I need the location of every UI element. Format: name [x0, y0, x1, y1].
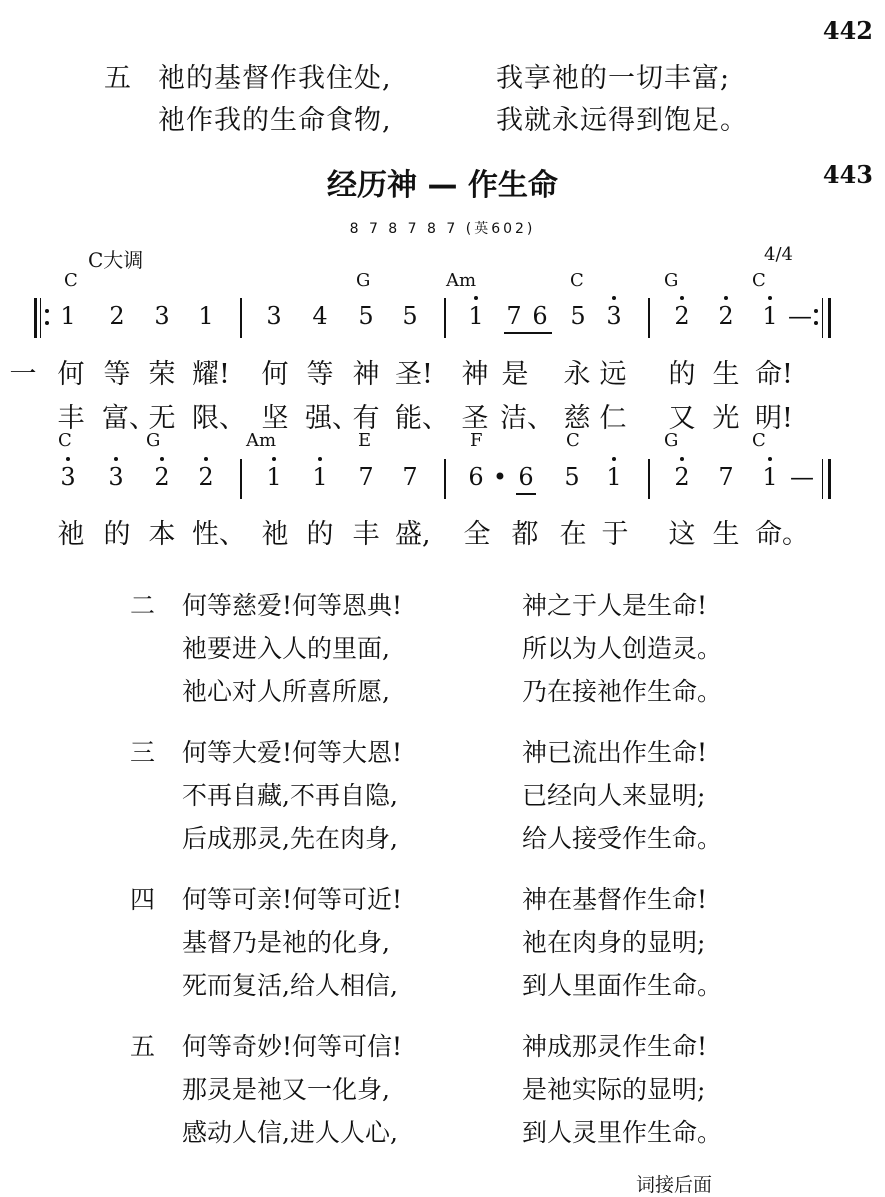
syllable: 无	[148, 403, 176, 434]
note: 5	[358, 302, 374, 330]
repeat-dot	[814, 321, 818, 325]
chord-symbol: G	[146, 430, 161, 451]
verse-line: 基督乃是祂的化身,	[182, 928, 390, 957]
syllable: 永	[563, 359, 591, 390]
verse-line: 死而复活,给人相信,	[182, 971, 398, 1000]
note: 3	[60, 463, 76, 491]
note: 2	[674, 302, 690, 330]
chord-symbol: C	[566, 430, 580, 451]
syllable: 限、	[192, 403, 246, 434]
note: 7	[506, 302, 522, 330]
syllable: 祂	[261, 519, 289, 550]
prev-verse-line: 祂作我的生命食物,	[158, 105, 392, 136]
note: 1	[60, 302, 76, 330]
syllable: 这	[668, 519, 696, 550]
note: 3	[108, 463, 124, 491]
syllable: 慈	[563, 403, 591, 434]
bar-line	[444, 459, 446, 499]
syllable: 坚	[261, 403, 289, 434]
high-octave-dot	[612, 296, 616, 300]
syllable: 都	[511, 519, 539, 550]
syllable: 的	[103, 519, 131, 550]
note: 4	[312, 302, 328, 330]
repeat-bar	[40, 298, 41, 338]
high-octave-dot	[204, 457, 208, 461]
note: 2	[154, 463, 170, 491]
verse-line: 神已流出作生命!	[522, 738, 708, 767]
syllable: 强、	[305, 403, 359, 434]
verse-line: 何等慈爱!何等恩典!	[182, 591, 403, 620]
note: 1	[266, 463, 282, 491]
verse-line: 何等大爱!何等大恩!	[182, 738, 403, 767]
note: 5	[570, 302, 586, 330]
verse-line: 何等可亲!何等可近!	[182, 885, 403, 914]
syllable: 性、	[192, 519, 246, 550]
verse-line: 给人接受作生命。	[522, 824, 723, 853]
syllable: 丰	[57, 403, 85, 434]
syllable: 生	[712, 519, 740, 550]
bar-line	[648, 298, 650, 338]
chord-symbol: F	[470, 430, 483, 451]
syllable: 何	[261, 359, 289, 390]
verse-line: 神成那灵作生命!	[522, 1032, 708, 1061]
verse-line: 乃在接祂作生命。	[522, 677, 723, 706]
prev-verse-line: 我享祂的一切丰富;	[496, 63, 731, 94]
verse-line: 祂要进入人的里面,	[182, 634, 390, 663]
syllable: 有	[352, 403, 380, 434]
chord-symbol: G	[664, 430, 679, 451]
note: 6	[468, 463, 484, 491]
note: 6	[518, 463, 534, 491]
syllable: 圣!	[395, 359, 433, 390]
syllable: 神	[461, 359, 489, 390]
chord-symbol: C	[752, 430, 766, 451]
note: 1	[762, 463, 778, 491]
syllable: 光	[712, 403, 740, 434]
note: 5	[564, 463, 580, 491]
repeat-bar	[828, 298, 831, 338]
note: 3	[154, 302, 170, 330]
high-octave-dot	[768, 457, 772, 461]
syllable: 仁	[599, 403, 627, 434]
syllable: 明!	[755, 403, 793, 434]
note: 1	[468, 302, 484, 330]
dash: —	[788, 302, 812, 330]
note: 1	[198, 302, 214, 330]
verse-line: 那灵是祂又一化身,	[182, 1075, 390, 1104]
syllable: 富、	[102, 403, 156, 434]
syllable: 远	[599, 359, 627, 390]
bar-line	[444, 298, 446, 338]
repeat-bar	[822, 298, 823, 338]
verse-number: 五	[130, 1032, 156, 1061]
prev-hymn-number: 442	[822, 16, 873, 45]
high-octave-dot	[724, 296, 728, 300]
verse-line: 后成那灵,先在肉身,	[182, 824, 398, 853]
chord-symbol: C	[58, 430, 72, 451]
syllable: 命!	[755, 359, 793, 390]
chord-symbol: G	[664, 270, 679, 291]
verse-number: 四	[130, 885, 156, 914]
chord-symbol: C	[570, 270, 584, 291]
syllable: 何	[57, 359, 85, 390]
high-octave-dot	[114, 457, 118, 461]
note: 3	[606, 302, 622, 330]
high-octave-dot	[680, 457, 684, 461]
dotted-rhythm: •	[492, 463, 508, 491]
eighth-underline	[516, 493, 536, 495]
note: 2	[109, 302, 125, 330]
chord-symbol: C	[752, 270, 766, 291]
bar-line	[240, 459, 242, 499]
note: 7	[718, 463, 734, 491]
syllable: 荣	[148, 359, 176, 390]
syllable: 的	[668, 359, 696, 390]
syllable: 又	[668, 403, 696, 434]
high-octave-dot	[66, 457, 70, 461]
verse-line: 不再自藏,不再自隐,	[182, 781, 398, 810]
verse-line: 祂在肉身的显明;	[522, 928, 706, 957]
syllable: 等	[306, 359, 334, 390]
syllable: 命。	[755, 519, 809, 550]
syllable: 盛,	[395, 519, 431, 550]
high-octave-dot	[680, 296, 684, 300]
syllable: 耀!	[192, 359, 230, 390]
high-octave-dot	[318, 457, 322, 461]
note: 5	[402, 302, 418, 330]
note: 2	[198, 463, 214, 491]
syllable: 于	[601, 519, 629, 550]
key-signature: C大调	[88, 248, 144, 272]
verse-line: 所以为人创造灵。	[522, 634, 723, 663]
verse-line: 是祂实际的显明;	[522, 1075, 706, 1104]
high-octave-dot	[272, 457, 276, 461]
syllable: 等	[103, 359, 131, 390]
high-octave-dot	[612, 457, 616, 461]
prev-verse-line: 我就永远得到饱足。	[496, 105, 748, 136]
verse-line: 神之于人是生命!	[522, 591, 708, 620]
syllable: 神	[352, 359, 380, 390]
note: 7	[402, 463, 418, 491]
time-signature: 4/4	[764, 244, 793, 265]
note: 7	[358, 463, 374, 491]
bar-line	[648, 459, 650, 499]
repeat-dot	[814, 309, 818, 313]
verse-line: 祂心对人所喜所愿,	[182, 677, 390, 706]
verse-line: 何等奇妙!何等可信!	[182, 1032, 403, 1061]
prev-verse-number: 五	[104, 63, 132, 94]
syllable: 祂	[57, 519, 85, 550]
note: 3	[266, 302, 282, 330]
note: 1	[312, 463, 328, 491]
syllable: 的	[306, 519, 334, 550]
lyric-line	[0, 352, 885, 388]
repeat-dot	[45, 321, 49, 325]
syllable: 是	[501, 359, 529, 390]
verse-line: 到人里面作生命。	[522, 971, 723, 1000]
syllable: 丰	[352, 519, 380, 550]
syllable: 能、	[395, 403, 449, 434]
note: 2	[718, 302, 734, 330]
prev-verse-line: 祂的基督作我住处,	[158, 63, 392, 94]
verse-number: 一	[9, 359, 37, 390]
bar-line	[240, 298, 242, 338]
verse-number: 三	[130, 738, 156, 767]
syllable: 全	[463, 519, 491, 550]
chord-symbol: Am	[446, 270, 477, 291]
hymn-title: 经历神 — 作生命	[327, 168, 558, 203]
note: 1	[762, 302, 778, 330]
note: 6	[532, 302, 548, 330]
hymn-number: 443	[822, 160, 873, 189]
syllable: 本	[148, 519, 176, 550]
verse-line: 已经向人来显明;	[522, 781, 706, 810]
syllable: 在	[559, 519, 587, 550]
continued-note: 词接后面	[636, 1174, 713, 1196]
verse-line: 感动人信,进人人心,	[182, 1118, 398, 1147]
repeat-bar	[34, 298, 37, 338]
syllable: 生	[712, 359, 740, 390]
note: 2	[674, 463, 690, 491]
verse-line: 到人灵里作生命。	[522, 1118, 723, 1147]
chord-symbol: G	[356, 270, 371, 291]
chord-symbol: C	[64, 270, 78, 291]
lyric-line	[0, 396, 885, 432]
verse-number: 二	[130, 591, 156, 620]
repeat-dot	[45, 309, 49, 313]
high-octave-dot	[474, 296, 478, 300]
eighth-underline	[504, 332, 552, 334]
syllable: 洁、	[500, 403, 554, 434]
final-bar	[828, 459, 831, 499]
high-octave-dot	[160, 457, 164, 461]
high-octave-dot	[768, 296, 772, 300]
verse-line: 神在基督作生命!	[522, 885, 708, 914]
note: 1	[606, 463, 622, 491]
final-bar	[822, 459, 823, 499]
dash: —	[790, 463, 814, 491]
chord-symbol: Am	[246, 430, 277, 451]
chord-symbol: E	[358, 430, 372, 451]
syllable: 圣	[461, 403, 489, 434]
lyric-line	[0, 512, 885, 548]
hymn-meter: 8 7 8 7 8 7 (英602)	[349, 221, 536, 237]
